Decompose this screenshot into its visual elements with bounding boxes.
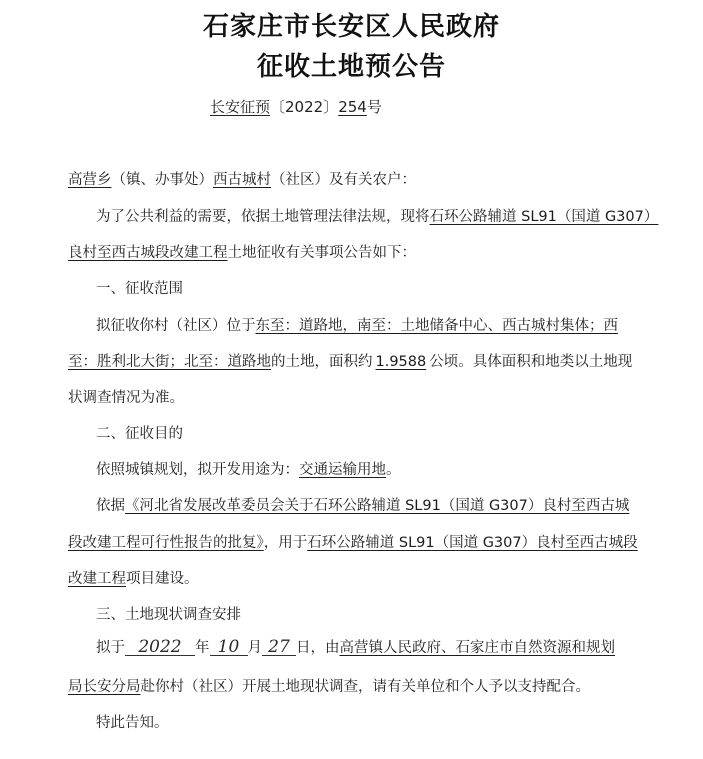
- section2-text: 依照城镇规划，拟开发用途为：: [96, 462, 299, 478]
- project-name: 石环公路辅道 SL91（国道 G307）: [429, 209, 659, 225]
- land-use: 交通运输用地: [299, 462, 386, 478]
- addressee-village: 西古城村: [213, 172, 271, 188]
- section2-para-2-line-2: [68, 531, 638, 552]
- addressee-township: 高营乡: [68, 172, 112, 188]
- survey-month: 10: [210, 639, 248, 656]
- section3-text: 拟于: [96, 640, 125, 656]
- doc-number-prefix: 长安征预: [210, 98, 271, 116]
- section1-text: 拟征收你村（社区）位于: [96, 318, 256, 334]
- addressee-mid: （镇、办事处）: [111, 172, 213, 188]
- project-name-cont: 良村至西古城段改建工程: [68, 245, 228, 261]
- section3-heading: 三、土地现状调查安排: [96, 607, 241, 623]
- section2-para-2-line-3: [68, 567, 199, 588]
- section1-line-2: [68, 350, 632, 371]
- section2-heading: 二、征收目的: [96, 426, 183, 442]
- survey-day: 27: [262, 639, 296, 656]
- section2-period: 。: [386, 462, 401, 478]
- year-unit: 年: [195, 640, 210, 656]
- month-unit: 月: [247, 640, 262, 656]
- document-number: [210, 96, 382, 117]
- approval-document: 《河北省发展改革委员会关于石环公路辅道 SL91（国道 G307）良村至西古城: [125, 498, 630, 514]
- section3-line-1: [96, 636, 615, 657]
- boundary-text: 东至：道路地，南至：土地储备中心、西古城村集体；西: [255, 318, 618, 334]
- section3-line-2: [68, 675, 590, 696]
- addressee-end: （社区）及有关农户：: [271, 172, 416, 188]
- intro-text-end: 土地征收有关事项公告如下：: [227, 245, 416, 261]
- section1-area-label: 的土地，面积约: [271, 354, 373, 370]
- addressee-line: [68, 168, 416, 189]
- doc-number-year: 〔2022〕: [270, 98, 339, 116]
- project-name-2: 石环公路辅道 SL91（国道 G307）良村至西古城段: [307, 535, 638, 551]
- intro-line-2: [68, 241, 416, 262]
- section2-para-2-line-1: [96, 494, 629, 515]
- project-name-2-cont: 改建工程: [68, 571, 126, 587]
- closing-text: 特此告知。: [96, 715, 169, 731]
- survey-authority-cont: 局长安分局: [68, 679, 141, 695]
- survey-authority: 高营镇人民政府、石家庄市自然资源和规划: [339, 640, 615, 656]
- boundary-text-cont: 至：胜利北大街；北至：道路地: [68, 354, 271, 370]
- intro-line-1: [96, 205, 658, 226]
- section3-end: 赴你村（社区）开展土地现状调查，请有关单位和个人予以支持配合。: [140, 679, 590, 695]
- survey-year: 2022: [125, 639, 195, 656]
- section2-end: 项目建设。: [126, 571, 199, 587]
- page-title: 石家庄市长安区人民政府: [202, 12, 500, 42]
- section1-line-3: 状调查情况为准。: [68, 390, 184, 406]
- section2-para-1: [96, 458, 401, 479]
- intro-text: 为了公共利益的需要，依据土地管理法律法规，现将: [96, 209, 430, 225]
- section1-area-unit: 公顷。具体面积和地类以土地现: [429, 354, 633, 370]
- day-unit: 日，由: [296, 640, 340, 656]
- area-value: 1.9588: [375, 354, 427, 370]
- section1-line-1: [96, 314, 618, 335]
- doc-number-num: 254: [338, 98, 367, 116]
- section2-basis-label: 依据: [96, 498, 125, 514]
- section1-heading: 一、征收范围: [96, 281, 183, 297]
- page-subtitle: 征收土地预公告: [256, 52, 446, 82]
- approval-document-cont: 段改建工程可行性报告的批复》: [68, 535, 264, 551]
- doc-number-suffix: 号: [366, 98, 382, 116]
- section2-use-label: ，用于: [263, 535, 308, 551]
